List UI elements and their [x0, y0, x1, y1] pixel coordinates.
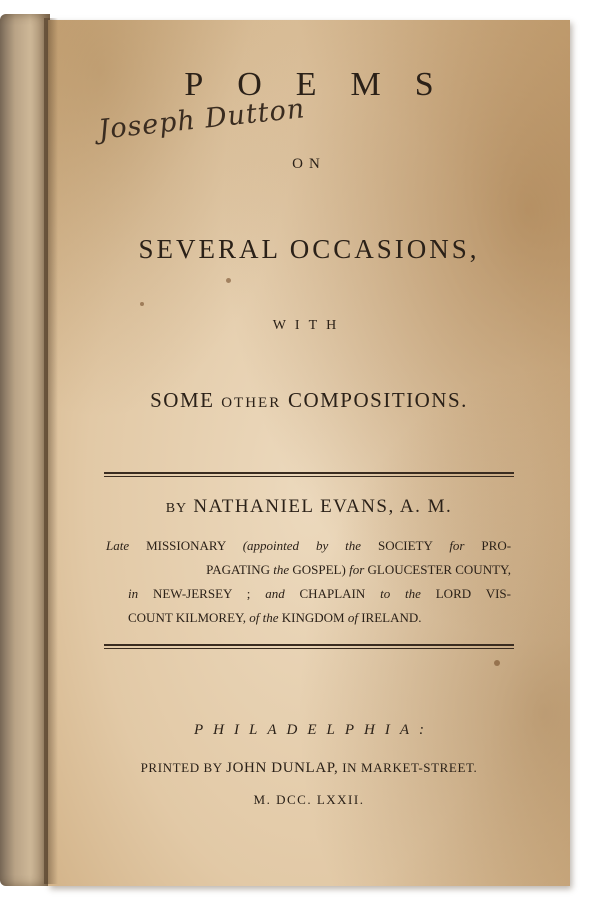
author-line	[48, 496, 570, 518]
double-rule-bottom	[104, 644, 514, 649]
author-by: BY	[165, 501, 188, 516]
title-on: ON	[292, 156, 326, 172]
description-line: PAGATING the GOSPEL) for GLOUCESTER COUNTY,	[206, 562, 511, 577]
other-part1: SOME	[150, 388, 222, 412]
other-compositions	[48, 388, 570, 413]
author-name: NATHANIEL EVANS, A. M.	[193, 496, 453, 517]
imprint-printed-by: PRINTED BY	[140, 760, 223, 775]
description-line: Late MISSIONARY (appointed by the SOCIETY for PRO-	[106, 538, 512, 553]
other-part2: OTHER	[221, 395, 282, 411]
author-description	[106, 534, 511, 630]
imprint-printer-line	[48, 760, 570, 777]
title-page	[48, 20, 570, 886]
description-line: in NEW-JERSEY ; and CHAPLAIN to the LORD VIS-	[128, 586, 511, 601]
imprint-street: MARKET-STREET.	[361, 760, 478, 775]
owner-signature: Joseph Dutton	[96, 93, 307, 146]
imprint-city: PHILADELPHIA:	[194, 722, 434, 738]
book	[0, 8, 576, 888]
imprint-date: M. DCC. LXXII.	[253, 792, 365, 807]
book-title: POEMS	[184, 66, 468, 103]
imprint-printer: JOHN DUNLAP,	[226, 760, 339, 776]
other-part3: COMPOSITIONS.	[281, 388, 468, 412]
subtitle: SEVERAL OCCASIONS,	[138, 234, 480, 264]
foxing-spot	[226, 278, 231, 283]
foxing-spot	[494, 660, 500, 666]
description-line: COUNT KILMOREY, of the KINGDOM of IRELAND.	[128, 610, 422, 625]
foxing-spot	[140, 302, 144, 306]
facing-page	[0, 14, 50, 886]
title-with: WITH	[272, 318, 346, 333]
spine-shadow	[44, 18, 58, 884]
imprint-in: IN	[342, 760, 358, 775]
double-rule-top	[104, 472, 514, 477]
